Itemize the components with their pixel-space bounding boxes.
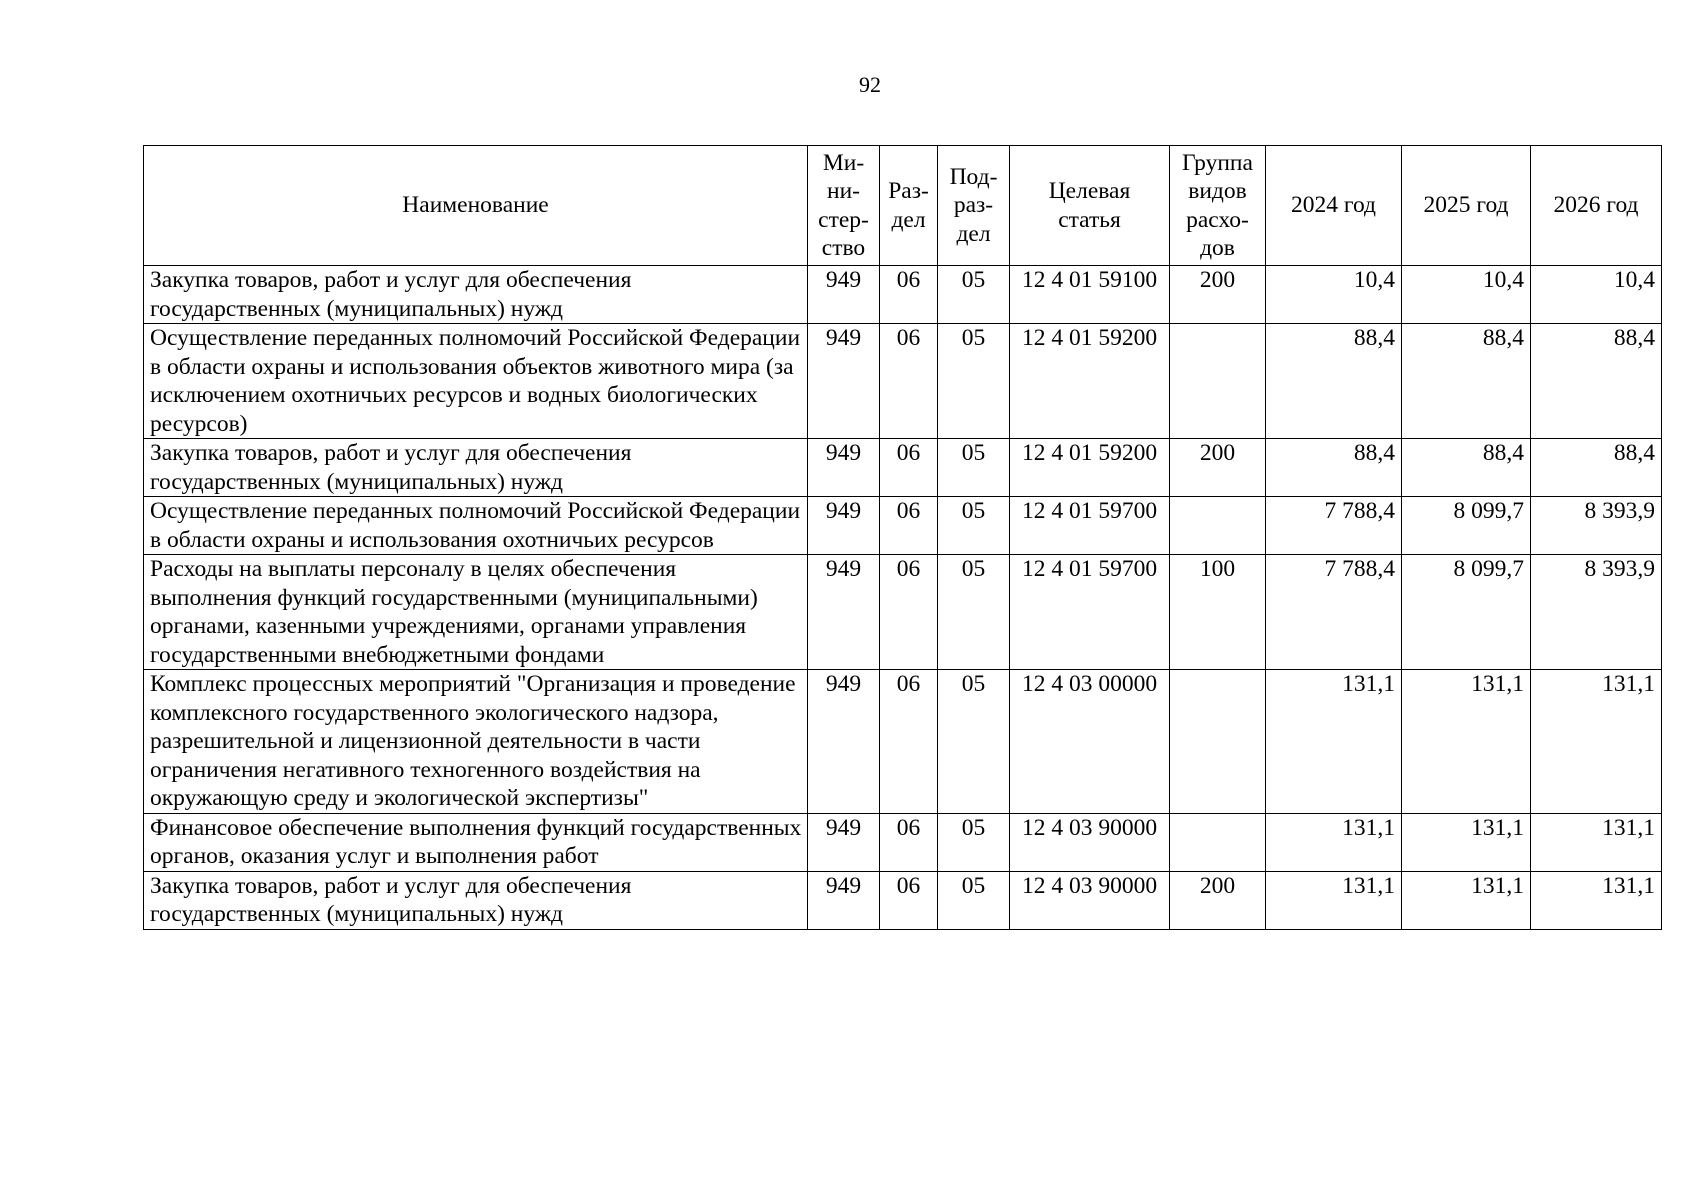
cell-subsection: 05	[938, 813, 1010, 871]
header-name: Наименование	[144, 146, 808, 266]
cell-subsection: 05	[938, 871, 1010, 929]
header-2026: 2026 год	[1531, 146, 1662, 266]
cell-section: 06	[880, 266, 938, 324]
cell-target-article: 12 4 01 59200	[1010, 439, 1170, 497]
cell-ministry: 949	[808, 871, 880, 929]
page-number: 92	[859, 72, 881, 97]
cell-2026: 131,1	[1531, 813, 1662, 871]
table-row	[144, 439, 1662, 497]
cell-2024: 7 788,4	[1266, 497, 1402, 555]
cell-target-article: 12 4 03 90000	[1010, 871, 1170, 929]
cell-section: 06	[880, 813, 938, 871]
cell-subsection: 05	[938, 324, 1010, 439]
cell-name: Закупка товаров, работ и услуг для обеспечения государственных (муниципальных) нужд	[144, 871, 808, 929]
cell-2024: 131,1	[1266, 670, 1402, 814]
header-subsection: Под- раз- дел	[938, 146, 1010, 266]
cell-2024: 88,4	[1266, 324, 1402, 439]
table-row	[144, 497, 1662, 555]
cell-2025: 10,4	[1402, 266, 1531, 324]
cell-ministry: 949	[808, 324, 880, 439]
cell-2025: 131,1	[1402, 670, 1531, 814]
cell-2024: 88,4	[1266, 439, 1402, 497]
cell-ministry: 949	[808, 813, 880, 871]
cell-expense-group	[1170, 813, 1266, 871]
cell-expense-group: 100	[1170, 555, 1266, 670]
cell-section: 06	[880, 555, 938, 670]
cell-target-article: 12 4 01 59700	[1010, 497, 1170, 555]
cell-ministry: 949	[808, 555, 880, 670]
header-expense-group: Группа видов расхо- дов	[1170, 146, 1266, 266]
header-2024: 2024 год	[1266, 146, 1402, 266]
header-2025: 2025 год	[1402, 146, 1531, 266]
cell-ministry: 949	[808, 439, 880, 497]
cell-2026: 8 393,9	[1531, 555, 1662, 670]
cell-expense-group	[1170, 497, 1266, 555]
cell-2024: 131,1	[1266, 871, 1402, 929]
cell-2026: 131,1	[1531, 670, 1662, 814]
cell-expense-group: 200	[1170, 439, 1266, 497]
cell-ministry: 949	[808, 497, 880, 555]
cell-section: 06	[880, 439, 938, 497]
cell-name: Закупка товаров, работ и услуг для обеспечения государственных (муниципальных) нужд	[144, 266, 808, 324]
budget-table	[143, 145, 1662, 930]
cell-section: 06	[880, 497, 938, 555]
cell-2024: 131,1	[1266, 813, 1402, 871]
cell-target-article: 12 4 01 59200	[1010, 324, 1170, 439]
cell-2025: 88,4	[1402, 439, 1531, 497]
cell-name: Комплекс процессных мероприятий "Организация и проведение комплексного государственного экологического надзора, разрешительной и лицензионной деятельности в части ограничения негативного техногенного воздействия на окружающую среду и экологической экспертизы"	[144, 670, 808, 814]
cell-target-article: 12 4 01 59100	[1010, 266, 1170, 324]
cell-ministry: 949	[808, 266, 880, 324]
cell-expense-group: 200	[1170, 266, 1266, 324]
cell-2026: 8 393,9	[1531, 497, 1662, 555]
cell-2024: 10,4	[1266, 266, 1402, 324]
cell-subsection: 05	[938, 670, 1010, 814]
table-row	[144, 813, 1662, 871]
cell-2026: 88,4	[1531, 439, 1662, 497]
cell-2026: 10,4	[1531, 266, 1662, 324]
cell-name: Расходы на выплаты персоналу в целях обеспечения выполнения функций государственными (муниципальными) органами, казенными учреждениями, органами управления государственными внебюджетными фондами	[144, 555, 808, 670]
cell-target-article: 12 4 03 90000	[1010, 813, 1170, 871]
cell-subsection: 05	[938, 266, 1010, 324]
cell-section: 06	[880, 670, 938, 814]
header-target-article: Целевая статья	[1010, 146, 1170, 266]
cell-name: Финансовое обеспечение выполнения функций государственных органов, оказания услуг и выполнения работ	[144, 813, 808, 871]
header-section: Раз- дел	[880, 146, 938, 266]
table-row	[144, 266, 1662, 324]
cell-section: 06	[880, 324, 938, 439]
cell-ministry: 949	[808, 670, 880, 814]
cell-2025: 8 099,7	[1402, 497, 1531, 555]
table-row	[144, 555, 1662, 670]
cell-2026: 88,4	[1531, 324, 1662, 439]
table-row	[144, 871, 1662, 929]
cell-subsection: 05	[938, 555, 1010, 670]
cell-2025: 8 099,7	[1402, 555, 1531, 670]
cell-2025: 88,4	[1402, 324, 1531, 439]
cell-2025: 131,1	[1402, 813, 1531, 871]
cell-target-article: 12 4 03 00000	[1010, 670, 1170, 814]
table-row	[144, 324, 1662, 439]
table-row	[144, 670, 1662, 814]
cell-name: Осуществление переданных полномочий Российской Федерации в области охраны и использования охотничьих ресурсов	[144, 497, 808, 555]
cell-subsection: 05	[938, 497, 1010, 555]
cell-name: Осуществление переданных полномочий Российской Федерации в области охраны и использования объектов животного мира (за исключением охотничьих ресурсов и водных биологических ресурсов)	[144, 324, 808, 439]
cell-2024: 7 788,4	[1266, 555, 1402, 670]
cell-2026: 131,1	[1531, 871, 1662, 929]
cell-target-article: 12 4 01 59700	[1010, 555, 1170, 670]
cell-name: Закупка товаров, работ и услуг для обеспечения государственных (муниципальных) нужд	[144, 439, 808, 497]
cell-expense-group	[1170, 670, 1266, 814]
cell-expense-group: 200	[1170, 871, 1266, 929]
cell-section: 06	[880, 871, 938, 929]
header-ministry: Ми- ни- стер- ство	[808, 146, 880, 266]
cell-expense-group	[1170, 324, 1266, 439]
cell-2025: 131,1	[1402, 871, 1531, 929]
cell-subsection: 05	[938, 439, 1010, 497]
table-header-row	[144, 146, 1662, 266]
